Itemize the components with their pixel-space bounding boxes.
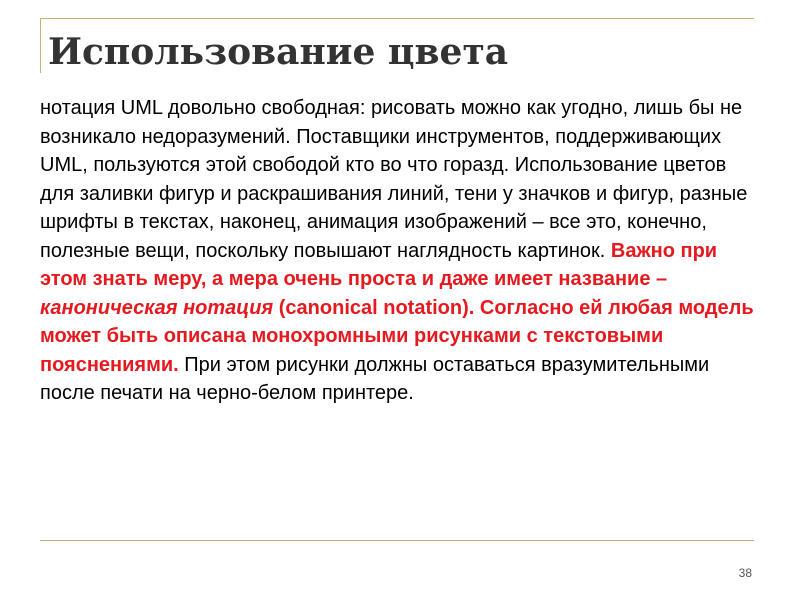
slide-body <box>40 94 756 408</box>
bottom-divider-line <box>40 540 754 541</box>
body-text-term: каноническая нотация <box>40 296 274 319</box>
page-number: 38 <box>738 566 752 580</box>
body-text-emphasis-2: (canonical notation). Согласно ей любая модель может быть описана монохромными рисунками с текстовыми пояснениями. <box>40 296 754 376</box>
body-text-conclusion: При этом рисунки должны оставаться вразумительными после печати на черно-белом принтере. <box>40 353 710 404</box>
body-text-intro: нотация UML довольно свободная: рисовать можно как угодно, лишь бы не возникало недоразумений. Поставщики инструментов, поддерживающих UML, пользуются этой свободой кто во что горазд. Использование цветов для заливки фигур и раскрашивания линий, тени у значков и фигур, разные шрифты в текстах, наконец, анимация изображений – все это, конечно, полезные вещи, поскольку повышают наглядность картинок. <box>40 97 748 262</box>
top-divider-line <box>40 18 754 19</box>
slide-title: Использование цвета <box>48 31 509 73</box>
left-divider-line <box>40 18 41 73</box>
body-text-emphasis-1: Важно при этом знать меру, а мера очень проста и даже имеет название – <box>40 239 718 290</box>
